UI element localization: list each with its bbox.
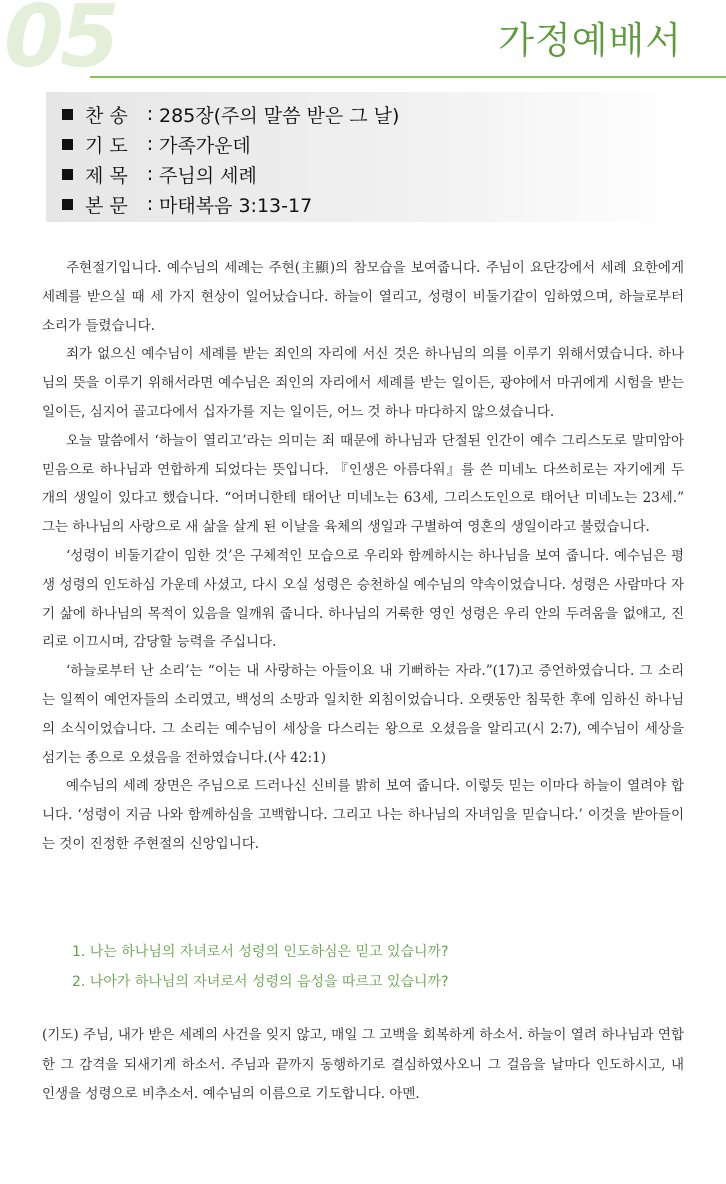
info-colon: : [146,103,154,125]
info-colon: : [146,193,154,215]
info-label: 제 목 [85,164,128,187]
square-bullet-icon [62,109,73,120]
info-value: 주님의 세례 [159,164,257,187]
info-row-subject [62,159,257,189]
info-label: 기 도 [85,134,128,157]
closing-prayer [42,1021,684,1110]
question-item: 1. 나는 하나님의 자녀로서 성령의 인도하심은 믿고 있습니까? [72,944,449,960]
paragraph: ‘성령이 비둘기같이 임한 것’은 구체적인 모습으로 우리와 함께하시는 하나님을 보여 줍니다. 예수님은 평생 성령의 인도하심 가운데 사셨고, 다시 오실 성령은 승천하실 예수님의 약속이었습니다. 성령은 사람마다 자기 삶에 하나님의 목적이 있음을 일깨워 줍니다. 하나님의 거룩한 영인 성령은 우리 안의 두려움을 없애고, 진리로 이끄시며, 감당할 능력을 주십니다. [42,547,684,651]
info-value: 마태복음 3:13-17 [159,194,313,217]
title-divider [90,76,726,78]
square-bullet-icon [62,169,73,180]
info-row-scripture [62,189,312,219]
prayer-text: (기도) 주님, 내가 받은 세례의 사건을 잊지 않고, 매일 그 고백을 회복하게 하소서. 하늘이 열려 하나님과 연합한 그 감격을 되새기게 하소서. 주님과 끝까지 동행하기로 결심하였사오니 그 걸음을 날마다 인도하시고, 내 인생을 성령으로 비추소서. 예수님의 이름으로 기도합니다. 아멘. [42,1027,684,1102]
sermon-body [42,254,684,859]
info-label: 본 문 [85,194,128,217]
paragraph: 주현절기입니다. 예수님의 세례는 주현(主顯)의 참모습을 보여줍니다. 주님이 요단강에서 세례 요한에게 세례를 받으실 때 세 가지 현상이 일어났습니다. 하늘이 열리고, 성령이 비둘기같이 임하였으며, 하늘로부터 소리가 들렸습니다. [42,260,684,334]
paragraph: 예수님의 세례 장면은 주님으로 드러나신 신비를 밝히 보여 줍니다. 이렇듯 믿는 이마다 하늘이 열려야 합니다. ‘성령이 지금 나와 함께하심을 고백합니다. 그리고 나는 하나님의 자녀임을 믿습니다.’ 이것을 받아들이는 것이 진정한 주현절의 신앙입니다. [42,778,684,852]
info-colon: : [146,133,154,155]
page-number: 05 [4,0,116,87]
square-bullet-icon [62,199,73,210]
reflection-questions [72,937,692,997]
paragraph: 오늘 말씀에서 ‘하늘이 열리고’라는 의미는 죄 때문에 하나님과 단절된 인간이 예수 그리스도로 말미암아 믿음으로 하나님과 연합하게 되었다는 뜻입니다. 『인생은 아름다워』를 쓴 미네노 다쓰히로는 자기에게 두 개의 생일이 있다고 했습니다. “어머니한테 태어난 미네노는 63세, 그리스도인으로 태어난 미네노는 23세.” 그는 하나님의 사랑으로 새 삶을 살게 된 이날을 육체의 생일과 구별하여 영혼의 생일이라고 불렀습니다. [42,432,684,536]
paragraph: ‘하늘로부터 난 소리’는 “이는 내 사랑하는 아들이요 내 기뻐하는 자라.”(17)고 증언하였습니다. 그 소리는 일찍이 예언자들의 소리였고, 백성의 소망과 일치한 외침이었습니다. 오랫동안 침묵한 후에 임하신 하나님의 소식이었습니다. 그 소리는 예수님이 세상을 다스리는 왕으로 오셨음을 알리고(시 2:7), 예수님이 세상을 섬기는 종으로 오셨음을 전하였습니다.(사 42:1) [42,663,684,766]
worship-info-box [46,92,686,222]
info-value: 가족가운데 [159,134,251,157]
info-row-hymn [62,99,399,129]
info-value: 285장(주의 말씀 받은 그 날) [159,104,400,127]
question-item: 2. 나아가 하나님의 자녀로서 성령의 음성을 따르고 있습니까? [72,974,449,990]
info-row-prayer [62,129,251,159]
square-bullet-icon [62,139,73,150]
info-label: 찬 송 [85,104,128,127]
info-colon: : [146,163,154,185]
page-title: 가정예배서 [498,19,682,62]
paragraph: 죄가 없으신 예수님이 세례를 받는 죄인의 자리에 서신 것은 하나님의 의를 이루기 위해서였습니다. 하나님의 뜻을 이루기 위해서라면 예수님은 죄인의 자리에서 세례를 받는 일이든, 광야에서 마귀에게 시험을 받는 일이든, 심지어 골고다에서 십자가를 지는 일이든, 어느 것 하나 마다하지 않으셨습니다. [42,346,684,420]
